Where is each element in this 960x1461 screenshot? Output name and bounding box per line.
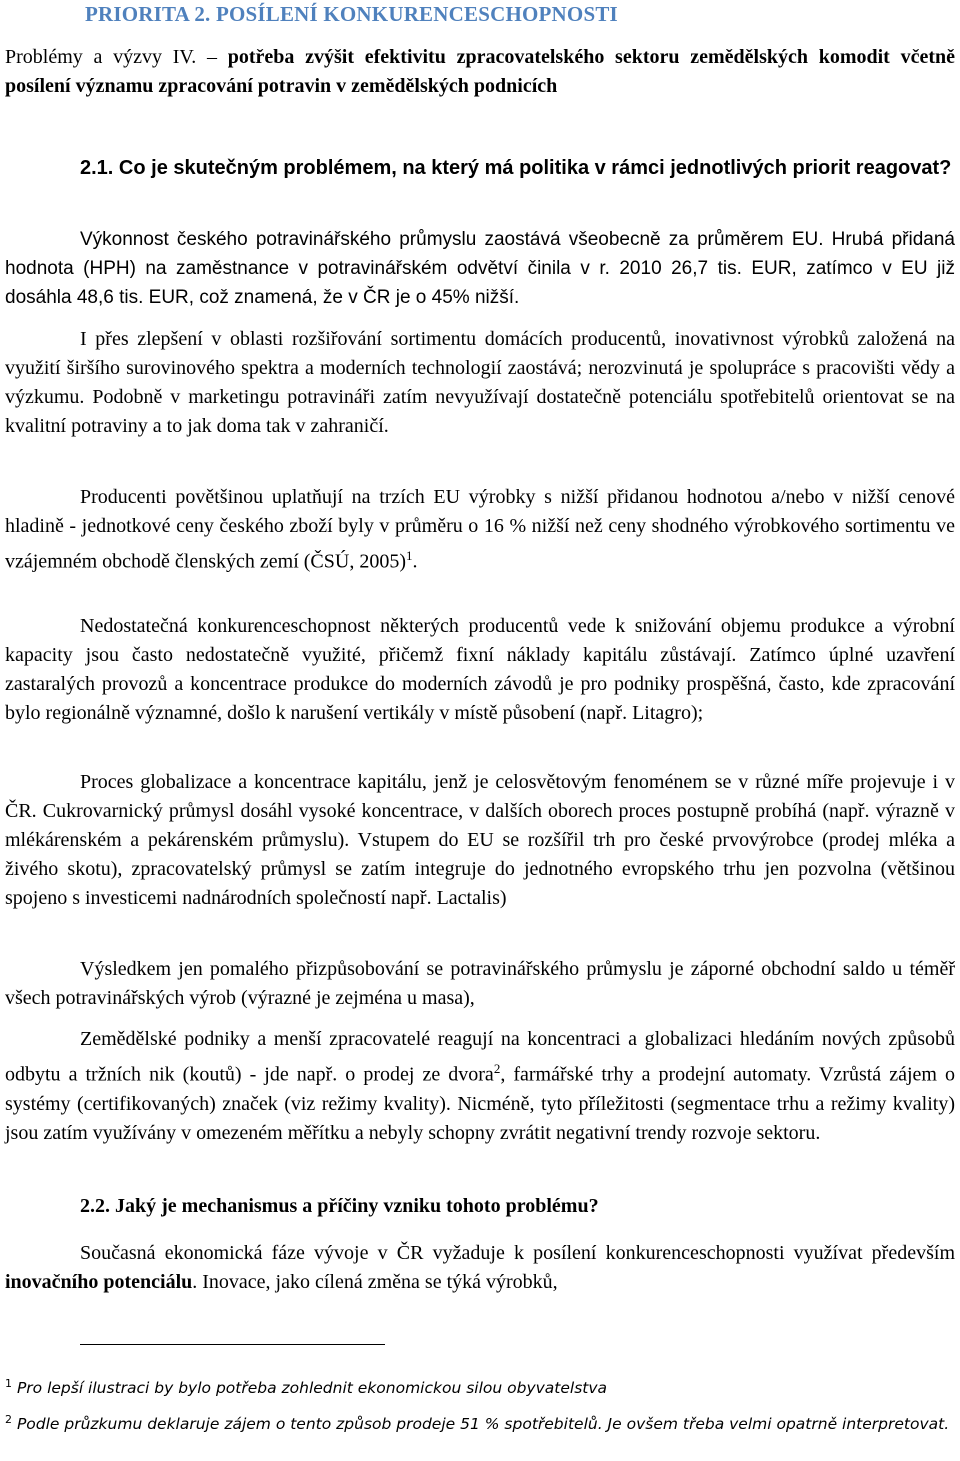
footnote-ref-2: 2 — [493, 1061, 501, 1076]
paragraph-producenti-end: . — [412, 550, 418, 573]
problems-statement: potřeba zvýšit efektivitu zpracovatelského sektoru zemědělských komodit včetně posílení významu zpracování potravin v zemědělských podnicích — [5, 46, 955, 97]
footnote-2-text: Podle průzkumu deklaruje zájem o tento způsob prodeje 51 % spotřebitelů. Je ovšem třeba velmi opatrně interpretovat. — [16, 1415, 950, 1434]
section-2-2-heading: 2.2. Jaký je mechanismus a příčiny vzniku tohoto problému? — [80, 1195, 599, 1217]
paragraph-producenti-text: Producenti povětšinou uplatňují na trzích EU výrobky s nižší přidanou hodnotou a/nebo v nižší cenové hladině - jednotkové ceny českého zboží byly v průměru o 16 % nižší než ceny shodného výrobkového sortimentu ve vzájemném obchodě členských zemí (ČSÚ, 2005) — [5, 486, 955, 573]
footnote-1-text: Pro lepší ilustraci by bylo potřeba zohlednit ekonomickou silou obyvatelstva — [16, 1379, 608, 1398]
paragraph-zemedelske-text-a: Zemědělské podniky a menší zpracovatelé reagují na koncentraci a globalizaci hledáním nových způsobů odbytu a tržních nik (koutů) - jde např. o prodej ze dvora — [5, 1028, 955, 1086]
paragraph-producenti — [5, 483, 955, 577]
paragraph-vysledkem: Výsledkem jen pomalého přizpůsobování se potravinářského průmyslu je záporné obchodní saldo u téměř všech potravinářských výrob (výrazné je zejména u masa), — [5, 958, 955, 1009]
paragraph-soucasna — [5, 1239, 955, 1297]
paragraph-soucasna-bold: inovačního potenciálu — [5, 1271, 193, 1293]
footnote-separator — [80, 1344, 385, 1345]
footnote-1 — [5, 1370, 955, 1402]
paragraph-soucasna-text-a: Současná ekonomická fáze vývoje v ČR vyžaduje k posílení konkurenceschopnosti využívat především — [80, 1242, 955, 1264]
paragraph-soucasna-text-b: . Inovace, jako cílená změna se týká výrobků, — [192, 1271, 558, 1293]
footnote-2-number: 2 — [5, 1413, 12, 1426]
footnote-2 — [5, 1406, 955, 1438]
paragraph-proces: Proces globalizace a koncentrace kapitálu, jenž je celosvětovým fenoménem se v různé míře projevuje i v ČR. Cukrovarnický průmysl dosáhl vysoké koncentrace, v dalších oborech proces postupně probíhá (např. výrazně v mlékárenském a pekárenském průmyslu). Vstupem do EU se rozšířil trh pro české prvovýrobce (prodej mléka a živého skotu), zpracovatelský průmysl se zatím integruje do jednotného evropského trhu jen pozvolna (většinou spojeno s investicemi nadnárodních společností např. Lactalis) — [5, 771, 955, 909]
paragraph-nedostatecna: Nedostatečná konkurenceschopnost některých producentů vede k snižování objemu produkce a výrobní kapacity jsou často nedostatečně využité, přičemž fixní náklady kapitálu zůstávají. Zatímco úplné uzavření zastaralých provozů a koncentrace produkce do moderních závodů je pro podniky prospěšná, často, kde zpracování bylo regionálně významné, došlo k narušení vertikály v místě působení (např. Litagro); — [5, 615, 955, 724]
paragraph-zemedelske-text-b: , farmářské trhy a prodejní automaty. Vzrůstá zájem o systémy (certifikovaných) značek (viz režimy kvality). Nicméně, tyto příležitosti (segmentace trhu a režimy kvality) jsou zatím využívány v omezeném měřítku a nebyly schopny zvrátit negativní trendy rozvoje sektoru. — [5, 1063, 955, 1144]
problems-challenges-line — [5, 43, 955, 101]
footnote-ref-1: 1 — [406, 548, 413, 563]
paragraph-zemedelske — [5, 1025, 955, 1148]
paragraph-zlepseni: I přes zlepšení v oblasti rozšiřování sortimentu domácích producentů, inovativnost výrobků založená na využití širšího surovinového spektra a moderních technologií zaostává; nerozvinutá je spolupráce s pracovišti vědy a výzkumu. Podobně v marketingu potravináři zatím nevyužívají dostatečně potenciálu spotřebitelů orientovat se na kvalitní potraviny a to jak doma tak v zahraničí. — [5, 328, 955, 437]
footnote-1-number: 1 — [5, 1377, 12, 1390]
paragraph-vykonnost: Výkonnost českého potravinářského průmyslu zaostává všeobecně za průměrem EU. Hrubá přidaná hodnota (HPH) na zaměstnance v potravinářském odvětví činila v r. 2010 26,7 tis. EUR, zatímco v EU již dosáhla 48,6 tis. EUR, což znamená, že v ČR je o 45% nižší. — [5, 229, 955, 308]
priority-heading: PRIORITA 2. POSÍLENÍ KONKURENCESCHOPNOSTI — [85, 2, 618, 26]
problems-prefix: Problémy a výzvy IV. – — [5, 46, 228, 68]
section-2-1-heading: 2.1. Co je skutečným problémem, na který má politika v rámci jednotlivých priorit reagovat? — [80, 157, 952, 179]
